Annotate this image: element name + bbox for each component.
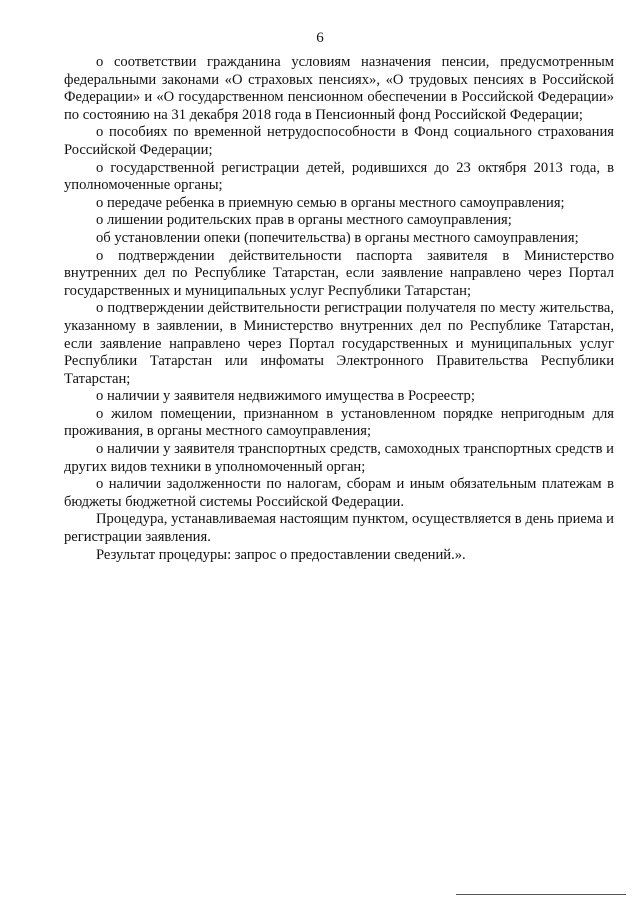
paragraph-guardianship: об установлении опеки (попечительства) в органы местного самоуправления; <box>96 229 579 246</box>
paragraph-pension-conditions: о соответствии гражданина условиям назначения пенсии, предусмотренным федеральными законами «О страховых пенсиях», «О трудовых пенсиях в Российской Федерации» и «О государственном пенсионном обеспечении в Российской Федерации» по состоянию на 31 декабря 2018 года в Пенсионный фонд Российской Федерации; <box>64 54 614 123</box>
paragraph-residence-registration: о подтверждении действительности регистрации получателя по месту жительства, указанному в заявлении, в Министерство внутренних дел по Республике Татарстан, если заявление направлено через Портал государственных и муниципальных услуг Республики Татарстан или инфоматы Электронного Правительства Республики Татарстан; <box>64 300 614 387</box>
paragraph-vehicles: о наличии у заявителя транспортных средств, самоходных транспортных средств и других видов техники в уполномоченный орган; <box>64 441 614 475</box>
page-number: 6 <box>316 30 324 46</box>
paragraph-real-estate: о наличии у заявителя недвижимого имущества в Росреестр; <box>96 388 475 405</box>
paragraph-passport-validity: о подтверждении действительности паспорта заявителя в Министерство внутренних дел по Республике Татарстан, если заявление направлено через Портал государственных и муниципальных услуг Республики Татарстан; <box>64 247 614 299</box>
paragraph-parental-rights: о лишении родительских прав в органы местного самоуправления; <box>96 212 512 229</box>
footer-rule <box>456 894 626 895</box>
paragraph-tax-debt: о наличии задолженности по налогам, сборам и иным обязательным платежам в бюджеты бюджетной системы Российской Федерации. <box>64 476 614 510</box>
paragraph-procedure-timing: Процедура, устанавливаемая настоящим пунктом, осуществляется в день приема и регистрации заявления. <box>64 511 614 546</box>
paragraph-sick-leave-benefits: о пособиях по временной нетрудоспособности в Фонд социального страхования Российской Федерации; <box>64 124 614 158</box>
paragraph-unfit-housing: о жилом помещении, признанном в установленном порядке непригодным для проживания, в органы местного самоуправления; <box>64 405 614 440</box>
paragraph-children-registration: о государственной регистрации детей, родившихся до 23 октября 2013 года, в уполномоченные органы; <box>64 159 614 194</box>
paragraph-foster-family: о передаче ребенка в приемную семью в органы местного самоуправления; <box>96 194 565 211</box>
document-body <box>64 54 614 564</box>
paragraph-procedure-result: Результат процедуры: запрос о предоставлении сведений.». <box>96 546 466 563</box>
